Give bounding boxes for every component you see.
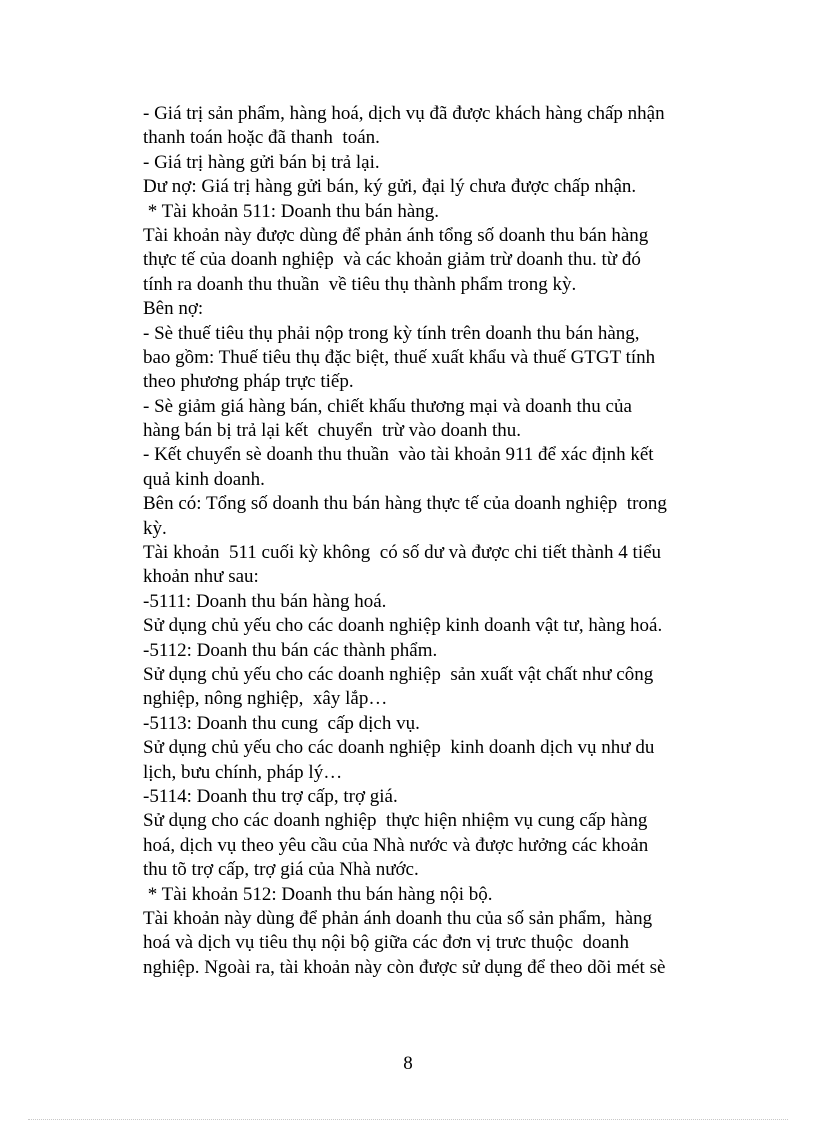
text-line: -5114: Doanh thu trợ cấp, trợ giá. (143, 785, 398, 807)
text-line: nghiệp, nông nghiệp, xây lắp… (143, 688, 388, 710)
text-line: Bên nợ: (143, 298, 204, 320)
text-line: * Tài khoản 512: Doanh thu bán hàng nội bộ. (143, 883, 493, 905)
text-line: Tài khoản này được dùng để phản ánh tổng số doanh thu bán hàng (143, 224, 649, 246)
text-line: - Sè giảm giá hàng bán, chiết khấu thương mại và doanh thu của (143, 395, 632, 417)
text-line: hoá và dịch vụ tiêu thụ nội bộ giữa các đơn vị trưc thuộc doanh (143, 932, 629, 954)
text-line: Tài khoản 511 cuối kỳ không có số dư và được chi tiết thành 4 tiểu (143, 542, 662, 564)
text-line: -5113: Doanh thu cung cấp dịch vụ. (143, 712, 420, 734)
text-line: Sử dụng chủ yếu cho các doanh nghiệp kinh doanh vật tư, hàng hoá. (143, 615, 663, 637)
text-line: lịch, bưu chính, pháp lý… (143, 761, 343, 783)
text-line: nghiệp. Ngoài ra, tài khoản này còn được sử dụng để theo dõi mét sè (143, 956, 666, 978)
text-line: - Kết chuyển sè doanh thu thuần vào tài khoản 911 để xác định kết (143, 444, 654, 466)
text-line: hàng bán bị trả lại kết chuyển trừ vào doanh thu. (143, 420, 522, 442)
text-line: bao gồm: Thuế tiêu thụ đặc biệt, thuế xuất khẩu và thuế GTGT tính (143, 346, 656, 368)
text-line: Sử dụng cho các doanh nghiệp thực hiện nhiệm vụ cung cấp hàng (143, 810, 648, 832)
text-line: - Giá trị hàng gửi bán bị trả lại. (143, 151, 380, 173)
text-line: Dư nợ: Giá trị hàng gửi bán, ký gửi, đại lý chưa được chấp nhận. (143, 176, 637, 198)
text-line: - Sè thuế tiêu thụ phải nộp trong kỳ tính trên doanh thu bán hàng, (143, 322, 640, 344)
text-line: thanh toán hoặc đã thanh toán. (143, 127, 380, 149)
page-bottom-rule (28, 1119, 788, 1120)
text-line: -5112: Doanh thu bán các thành phẩm. (143, 639, 438, 661)
text-line: theo phương pháp trực tiếp. (143, 371, 354, 393)
page-number: 8 (403, 1053, 413, 1074)
text-line: Tài khoản này dùng để phản ánh doanh thu của số sản phẩm, hàng (143, 907, 653, 929)
body-text (143, 102, 703, 980)
text-line: tính ra doanh thu thuần về tiêu thụ thành phẩm trong kỳ. (143, 273, 577, 295)
text-line: Sử dụng chủ yếu cho các doanh nghiệp kinh doanh dịch vụ như du (143, 737, 655, 759)
text-line: thực tế của doanh nghiệp và các khoản giảm trừ doanh thu. từ đó (143, 249, 641, 271)
text-line: quả kinh doanh. (143, 468, 265, 490)
text-line: kỳ. (143, 517, 167, 539)
text-line: khoản như sau: (143, 566, 259, 588)
text-line: thu tõ trợ cấp, trợ giá của Nhà nước. (143, 859, 419, 881)
text-line: hoá, dịch vụ theo yêu cầu của Nhà nước và được hưởng các khoản (143, 834, 649, 856)
text-line: - Giá trị sản phẩm, hàng hoá, dịch vụ đã được khách hàng chấp nhận (143, 103, 665, 124)
text-line: -5111: Doanh thu bán hàng hoá. (143, 590, 387, 612)
text-line: Sử dụng chủ yếu cho các doanh nghiệp sản xuất vật chất như công (143, 663, 654, 685)
text-line: * Tài khoản 511: Doanh thu bán hàng. (143, 200, 440, 222)
text-line: Bên có: Tổng số doanh thu bán hàng thực tế của doanh nghiệp trong (143, 493, 667, 515)
